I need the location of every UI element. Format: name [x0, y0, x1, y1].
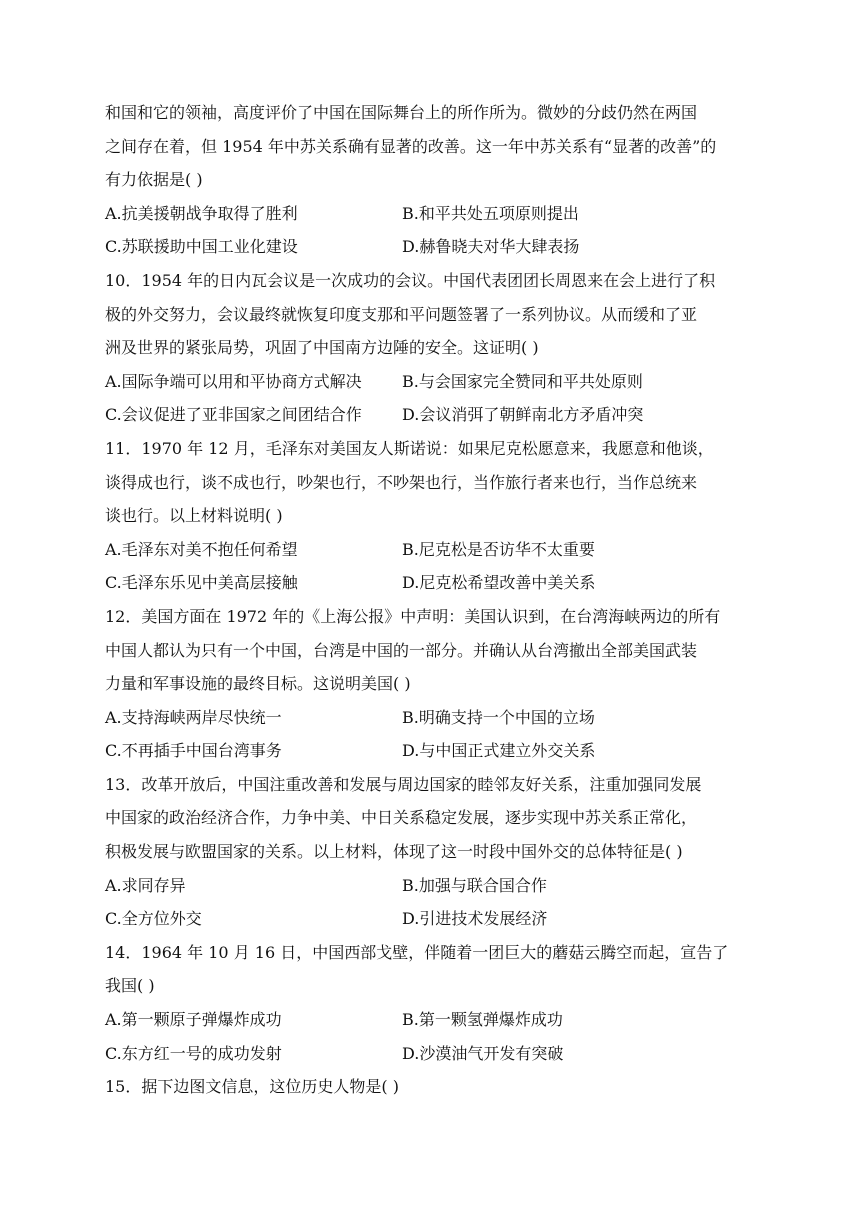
question-text: 15．据下边图文信息，这位历史人物是( ) — [105, 1077, 399, 1097]
option-b: B.第一颗氢弹爆炸成功 — [402, 1010, 563, 1030]
question-12 — [105, 600, 755, 768]
option-c: C.不再插手中国台湾事务 — [105, 741, 282, 761]
option-row — [105, 734, 755, 768]
option-a: A.支持海峡两岸尽快统一 — [105, 707, 282, 727]
option-row — [105, 1003, 755, 1037]
option-b: B.和平共处五项原则提出 — [402, 203, 579, 223]
question-9 — [105, 96, 755, 264]
option-d: D.赫鲁晓夫对华大肆表扬 — [402, 237, 580, 257]
question-text: 14．1964 年 10 月 16 日，中国西部戈壁，伴随着一团巨大的蘑菇云腾空而起，宣告了 — [105, 942, 729, 962]
question-13 — [105, 768, 755, 936]
question-text: 我国( ) — [105, 976, 155, 996]
option-b: B.与会国家完全赞同和平共处原则 — [402, 371, 643, 391]
question-15 — [105, 1070, 755, 1104]
option-row — [105, 398, 755, 432]
question-14 — [105, 936, 755, 1070]
question-text: 和国和它的领袖，高度评价了中国在国际舞台上的所作所为。微妙的分歧仍然在两国 — [105, 103, 698, 122]
option-row — [105, 869, 755, 903]
option-row — [105, 197, 755, 231]
option-b: B.加强与联合国合作 — [402, 875, 547, 895]
question-text: 谈也行。以上材料说明( ) — [105, 506, 283, 526]
question-text: 谈得成也行，谈不成也行，吵架也行，不吵架也行，当作旅行者来也行，当作总统来 — [105, 472, 698, 492]
option-a: A.毛泽东对美不抱任何希望 — [105, 539, 298, 559]
question-text: 极的外交努力，会议最终就恢复印度支那和平问题签署了一系列协议。从而缓和了亚 — [105, 304, 698, 324]
option-row — [105, 902, 755, 936]
option-c: C.东方红一号的成功发射 — [105, 1043, 282, 1063]
option-d: D.与中国正式建立外交关系 — [402, 741, 596, 761]
question-text: 力量和军事设施的最终目标。这说明美国( ) — [105, 674, 411, 694]
question-text: 中国人都认为只有一个中国，台湾是中国的一部分。并确认从台湾撤出全部美国武装 — [105, 640, 698, 660]
option-b: B.明确支持一个中国的立场 — [402, 707, 595, 727]
option-c: C.会议促进了亚非国家之间团结合作 — [105, 405, 362, 425]
question-11 — [105, 432, 755, 600]
question-text: 13．改革开放后，中国注重改善和发展与周边国家的睦邻友好关系，注重加强同发展 — [105, 774, 702, 794]
option-d: D.会议消弭了朝鲜南北方矛盾冲突 — [402, 405, 644, 425]
question-10 — [105, 264, 755, 432]
question-text: 之间存在着，但 1954 年中苏关系确有显著的改善。这一年中苏关系有“显著的改善”的 — [105, 136, 717, 156]
option-row — [105, 566, 755, 600]
option-a: A.抗美援朝战争取得了胜利 — [105, 203, 298, 223]
option-c: C.毛泽东乐见中美高层接触 — [105, 573, 298, 593]
option-d: D.引进技术发展经济 — [402, 909, 548, 929]
option-row — [105, 1037, 755, 1071]
option-b: B.尼克松是否访华不太重要 — [402, 539, 595, 559]
option-d: D.沙漠油气开发有突破 — [402, 1043, 564, 1063]
option-a: A.求同存异 — [105, 875, 186, 895]
question-text: 11．1970 年 12 月，毛泽东对美国友人斯诺说：如果尼克松愿意来，我愿意和他谈， — [105, 438, 714, 458]
option-c: C.苏联援助中国工业化建设 — [105, 237, 298, 257]
question-text: 10．1954 年的日内瓦会议是一次成功的会议。中国代表团团长周恩来在会上进行了积 — [105, 270, 716, 290]
question-text: 洲及世界的紧张局势，巩固了中国南方边陲的安全。这证明( ) — [105, 338, 539, 358]
option-a: A.第一颗原子弹爆炸成功 — [105, 1010, 282, 1030]
question-text: 有力依据是( ) — [105, 170, 203, 190]
option-c: C.全方位外交 — [105, 909, 202, 929]
option-row — [105, 365, 755, 399]
option-a: A.国际争端可以用和平协商方式解决 — [105, 371, 362, 391]
question-text: 积极发展与欧盟国家的关系。以上材料，体现了这一时段中国外交的总体特征是( ) — [105, 842, 683, 862]
option-row — [105, 230, 755, 264]
exam-page — [105, 96, 755, 1104]
option-row — [105, 533, 755, 567]
question-text: 12．美国方面在 1972 年的《上海公报》中声明：美国认识到，在台湾海峡两边的所有 — [105, 606, 721, 626]
option-row — [105, 701, 755, 735]
option-d: D.尼克松希望改善中美关系 — [402, 573, 596, 593]
question-text: 中国家的政治经济合作，力争中美、中日关系稳定发展，逐步实现中苏关系正常化， — [105, 808, 698, 828]
